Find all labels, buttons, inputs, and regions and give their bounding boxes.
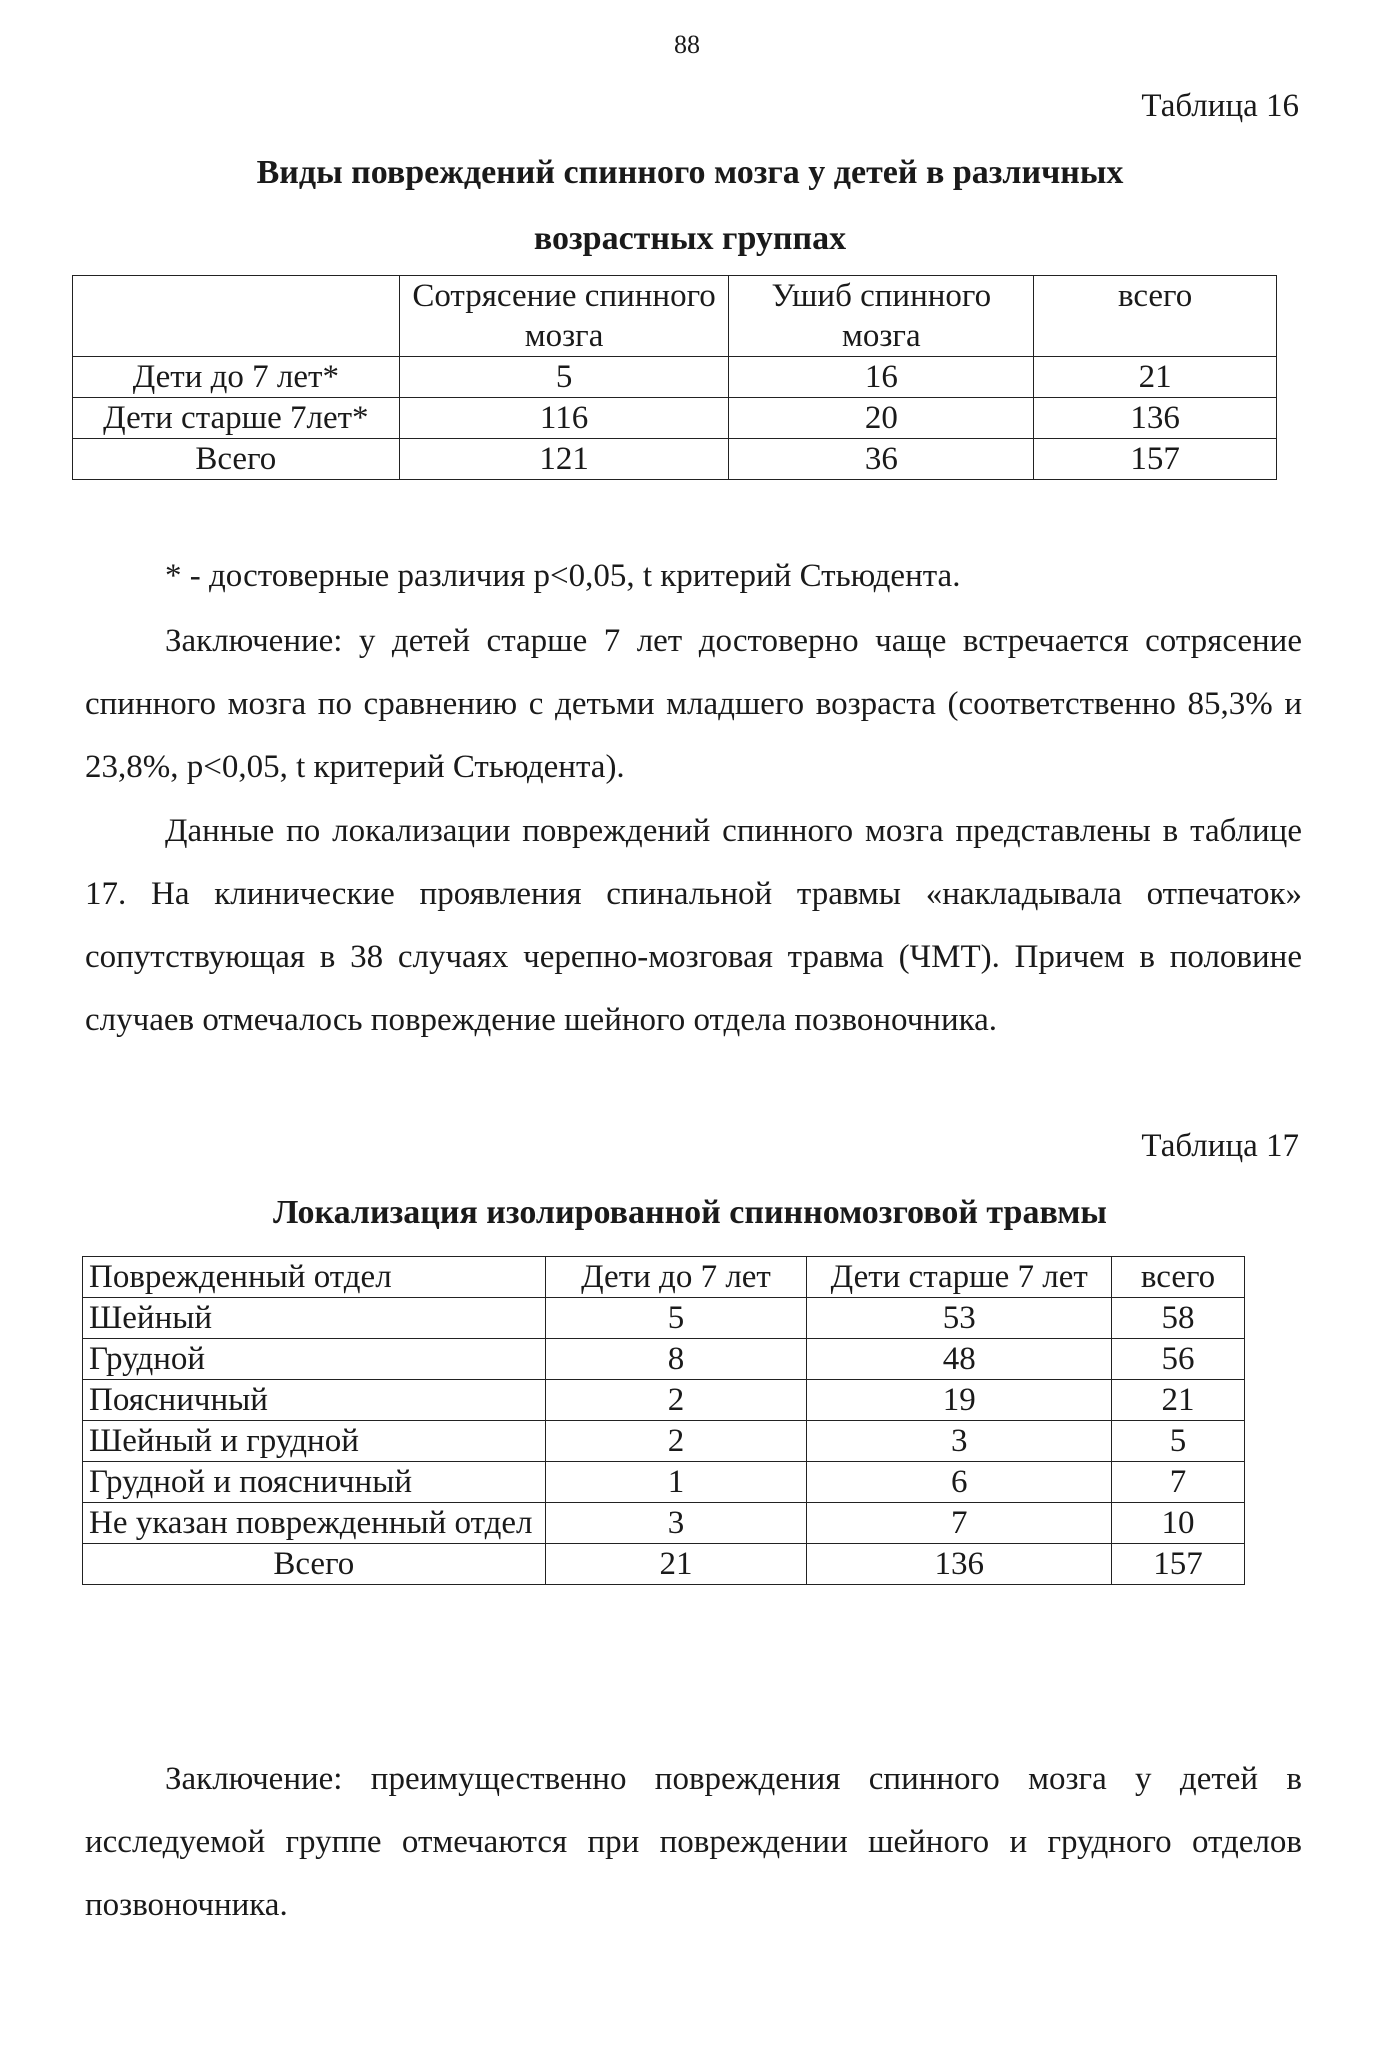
table17-header-row <box>83 1257 1245 1298</box>
table16-header-cell: всего <box>1034 276 1277 357</box>
table-row <box>83 1462 1245 1503</box>
table-row <box>73 357 1277 398</box>
table16 <box>72 275 1277 480</box>
table-cell: Грудной <box>83 1339 546 1380</box>
table17-label: Таблица 17 <box>1141 1128 1299 1164</box>
table-cell: 16 <box>729 357 1034 398</box>
table16-header-row <box>73 276 1277 357</box>
paragraph2 <box>85 800 1302 1052</box>
table16-header-cell: Ушиб спинного мозга <box>729 276 1034 357</box>
table-cell: 121 <box>399 439 729 480</box>
footnote <box>85 545 1302 608</box>
table-cell: 157 <box>1034 439 1277 480</box>
table-cell: 21 <box>1112 1380 1245 1421</box>
table-cell: 21 <box>1034 357 1277 398</box>
table-row <box>83 1298 1245 1339</box>
paragraph2-text: Данные по локализации повреждений спинного мозга представлены в таблице 17. На клинические проявления спинальной травмы «накладывала отпечаток» сопутствующая в 38 случаях черепно-мозговая травма (ЧМТ). Причем в половине случаев отмечалось повреждение шейного отдела позвоночника. <box>85 813 1302 1038</box>
page-number: 88 <box>674 30 700 59</box>
footnote-text: * - достоверные различия p<0,05, t критерий Стьюдента. <box>165 558 961 594</box>
table-cell: 7 <box>1112 1462 1245 1503</box>
table-cell: 36 <box>729 439 1034 480</box>
table-row <box>83 1503 1245 1544</box>
table-cell: 5 <box>1112 1421 1245 1462</box>
table-cell: Поясничный <box>83 1380 546 1421</box>
table17-title: Локализация изолированной спинномозговой травмы <box>273 1194 1107 1231</box>
table-cell: Всего <box>73 439 400 480</box>
table16-title <box>80 140 1300 272</box>
table-cell: 21 <box>545 1544 807 1585</box>
table-row <box>73 398 1277 439</box>
table-cell: 56 <box>1112 1339 1245 1380</box>
table-cell: 10 <box>1112 1503 1245 1544</box>
table-cell: 20 <box>729 398 1034 439</box>
table-cell: 2 <box>545 1421 807 1462</box>
conclusion1-paragraph <box>85 610 1302 799</box>
table16-label: Таблица 16 <box>1141 88 1299 124</box>
table-cell: 5 <box>545 1298 807 1339</box>
table-cell: 3 <box>545 1503 807 1544</box>
table-cell: 1 <box>545 1462 807 1503</box>
conclusion1-text: Заключение: у детей старше 7 лет достоверно чаще встречается сотрясение спинного мозга по сравнению с детьми младшего возраста (соответственно 85,3% и 23,8%, p<0,05, t критерий Стьюдента). <box>85 623 1302 785</box>
table17 <box>82 1256 1245 1585</box>
table-cell: 48 <box>807 1339 1112 1380</box>
table17-header-cell: Дети старше 7 лет <box>807 1257 1112 1298</box>
table-cell: Шейный и грудной <box>83 1421 546 1462</box>
table16-header-cell: Сотрясение спинного мозга <box>399 276 729 357</box>
table-cell: 157 <box>1112 1544 1245 1585</box>
table-cell: 136 <box>1034 398 1277 439</box>
table-cell: Дети старше 7лет* <box>73 398 400 439</box>
table-row <box>83 1380 1245 1421</box>
table16-title-line2: возрастных группах <box>533 220 847 257</box>
table-cell: 19 <box>807 1380 1112 1421</box>
table-cell: 5 <box>399 357 729 398</box>
table17-header-cell: Дети до 7 лет <box>545 1257 807 1298</box>
table-cell: Дети до 7 лет* <box>73 357 400 398</box>
table-cell: Всего <box>83 1544 546 1585</box>
table-cell: 3 <box>807 1421 1112 1462</box>
table-row <box>83 1339 1245 1380</box>
table17-header-cell: всего <box>1112 1257 1245 1298</box>
table-cell: Не указан поврежденный отдел <box>83 1503 546 1544</box>
table-cell: Шейный <box>83 1298 546 1339</box>
table16-header-cell <box>73 276 400 357</box>
table16-title-line1: Виды повреждений спинного мозга у детей в различных <box>256 154 1124 191</box>
table-cell: 6 <box>807 1462 1112 1503</box>
table-cell: 58 <box>1112 1298 1245 1339</box>
table-row <box>73 439 1277 480</box>
table-cell: 136 <box>807 1544 1112 1585</box>
table-cell: 7 <box>807 1503 1112 1544</box>
table17-total-row <box>83 1544 1245 1585</box>
table-cell: 2 <box>545 1380 807 1421</box>
table-row <box>83 1421 1245 1462</box>
table-cell: Грудной и поясничный <box>83 1462 546 1503</box>
conclusion2-text: Заключение: преимущественно повреждения спинного мозга у детей в исследуемой группе отмечаются при повреждении шейного и грудного отделов позвоночника. <box>85 1761 1302 1923</box>
table17-header-cell: Поврежденный отдел <box>83 1257 546 1298</box>
table-cell: 8 <box>545 1339 807 1380</box>
conclusion2-paragraph <box>85 1748 1302 1937</box>
table-cell: 53 <box>807 1298 1112 1339</box>
table-cell: 116 <box>399 398 729 439</box>
